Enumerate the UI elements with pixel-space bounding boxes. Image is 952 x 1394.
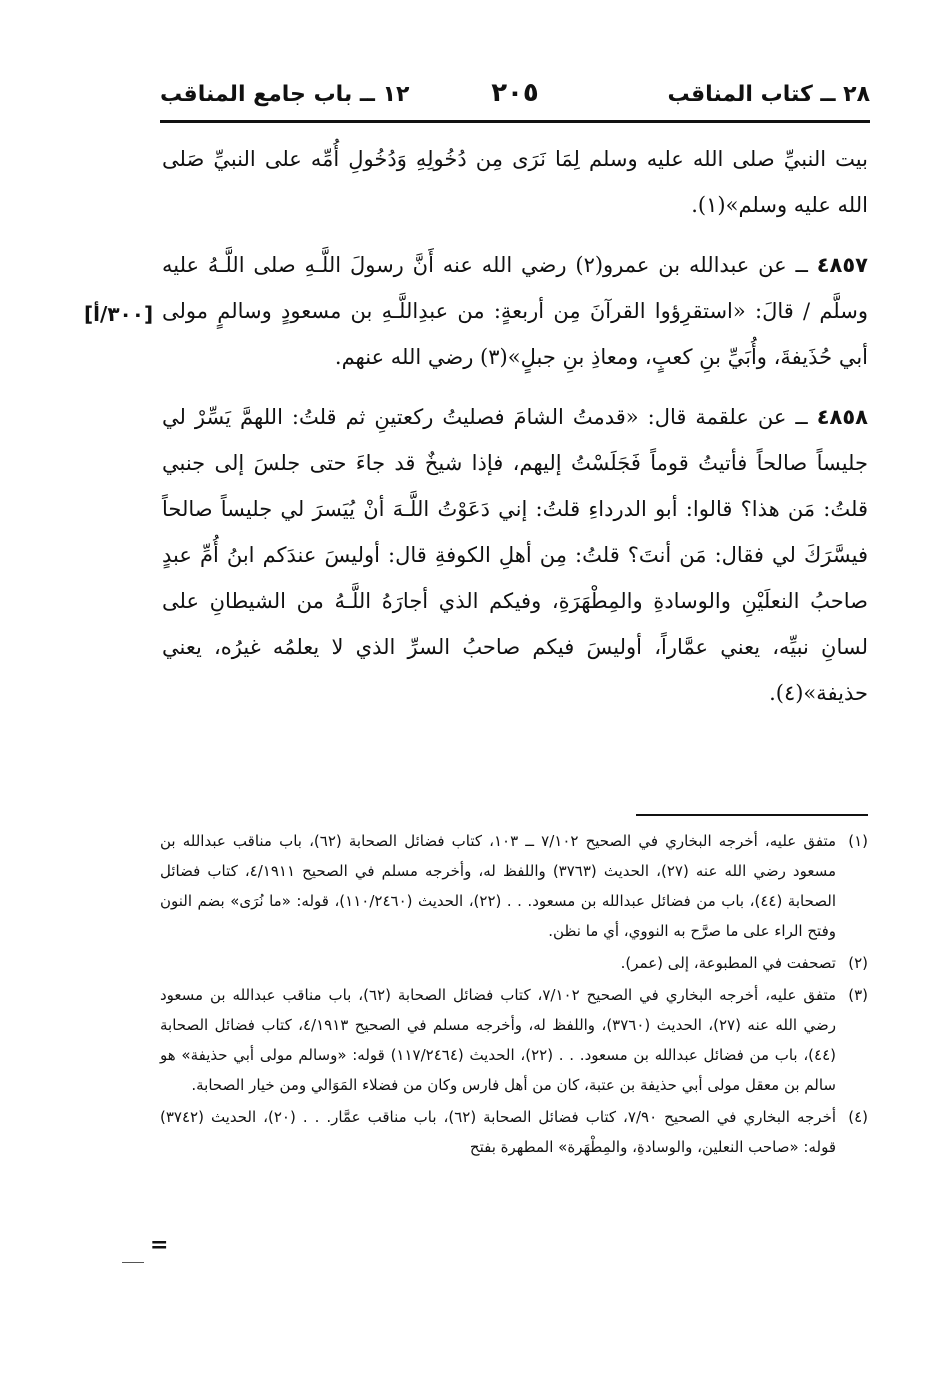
manuscript-folio-ref: [٣٠٠/أ] bbox=[84, 302, 154, 326]
hadith-4857 bbox=[162, 242, 868, 380]
footnote-number: (٢) bbox=[848, 954, 868, 972]
footnote-divider bbox=[636, 814, 868, 816]
hadith-number: ٤٨٥٨ bbox=[816, 405, 868, 429]
footnote-number: (١) bbox=[848, 832, 868, 850]
header-divider bbox=[160, 120, 870, 123]
footnote bbox=[160, 826, 868, 946]
running-header bbox=[160, 78, 870, 118]
bottom-dash bbox=[122, 1262, 144, 1263]
section-title: ١٢ ــ باب جامع المناقب bbox=[160, 82, 410, 107]
hadith-text: ــ عن عبدالله بن عمرو(٢) رضي الله عنه أَنَّ رسولَ اللَّـهِ صلى اللَّـهُ عليه وسلَّم / قالَ: «استقرِؤوا القرآنَ مِن أربعةٍ: من عبدِاللَّـهِ بن مسعودٍ وسالمٍ مولى أبي حُذَيفةَ، وأُبَيِّ بنِ كعبٍ، ومعاذِ بنِ جبلٍ»(٣) رضي الله عنهم. bbox=[162, 253, 868, 369]
footnotes bbox=[160, 826, 868, 1164]
hadith-number: ٤٨٥٧ bbox=[816, 253, 868, 277]
footnote bbox=[160, 980, 868, 1100]
footnote bbox=[160, 948, 868, 978]
footnote bbox=[160, 1102, 868, 1162]
footnote-text: تصحفت في المطبوعة، إلى (عمر). bbox=[620, 954, 836, 972]
hadith-4858 bbox=[162, 394, 868, 716]
footnote-number: (٤) bbox=[848, 1108, 868, 1126]
main-text bbox=[162, 136, 868, 716]
paragraph-continuation: بيت النبيِّ صلى الله عليه وسلم لِمَا نَرَى مِن دُخُولِهِ وَدُخُولِ أُمِّه على النبيِّ صَلى الله عليه وسلم»(١). bbox=[162, 147, 868, 217]
page-number: ٢٠٥ bbox=[491, 78, 539, 108]
footnote-text: أخرجه البخاري في الصحيح ٧/٩٠، كتاب فضائل الصحابة (٦٢)، باب مناقب عمَّار. . . (٢٠)، الحديث (٣٧٤٢) قوله: «صاحب النعلين، والوسادةِ، والمِطْهَرة» المطهرة بفتح bbox=[160, 1108, 837, 1156]
book-chapter-title: ٢٨ ــ كتاب المناقب bbox=[667, 82, 870, 107]
footnote-text: متفق عليه، أخرجه البخاري في الصحيح ٧/١٠٢، كتاب فضائل الصحابة (٦٢)، باب مناقب عبدالله بن مسعود رضي الله عنه (٢٧)، الحديث (٣٧٦٠)، واللفظ له، وأخرجه مسلم في الصحيح ٤/١٩١٣، كتاب فضائل الصحابة (٤٤)، باب من فضائل عبدالله بن مسعود. . . (٢٢)، الحديث (١١٧/٢٤٦٤) قوله: «وسالم مولى أبي حذيفة» هو سالم بن معقل مولى أبي حذيفة بن عتبة، كان من أهل فارس وكان من فضلاء المَوَالي ومن خيار الصحابة. bbox=[160, 986, 837, 1094]
continuation-mark: = bbox=[150, 1232, 169, 1258]
footnote-text: متفق عليه، أخرجه البخاري في الصحيح ٧/١٠٢ ــ ١٠٣، كتاب فضائل الصحابة (٦٢)، باب مناقب عبدالله بن مسعود رضي الله عنه (٢٧)، الحديث (٣٧٦٣) واللفظ له، وأخرجه مسلم في الصحيح ٤/١٩١١، كتاب فضائل الصحابة (٤٤)، باب من فضائل عبدالله بن مسعود. . . (٢٢)، الحديث (١١٠/٢٤٦٠)، قوله: «ما نُرَى» بضم النون وفتح الراء على ما صرَّح به النووي، أي ما نظن. bbox=[160, 832, 837, 940]
footnote-number: (٣) bbox=[848, 986, 868, 1004]
hadith-text: ــ عن علقمة قال: «قدمتُ الشامَ فصليتُ ركعتينِ ثم قلتُ: اللهمَّ يَسِّرْ لي جليساً صالحاً فأتيتُ قوماً فَجَلَسْتُ إليهم، فإذا شيخٌ قد جاءَ حتى جلسَ إلى جنبي قلتُ: مَن هذا؟ قالوا: أبو الدرداءِ قلتُ: إني دَعَوْتُ اللَّـهَ أنْ يُيَسرَ لي جليساً صالحاً فيسَّرَكَ لي فقال: مَن أنتَ؟ قلتُ: مِن أهلِ الكوفةِ قال: أوليسَ عندَكم ابنُ أُمِّ عبدٍ صاحبُ النعلَيْنِ والوسادةِ والمِطْهَرَةِ، وفيكم الذي أجارَهُ اللَّـهُ من الشيطانِ على لسانِ نبيِّه، يعني عمَّاراً، أوليسَ فيكم صاحبُ السرِّ الذي لا يعلمُه غيرُه، يعني حذيفة»(٤). bbox=[162, 405, 868, 705]
